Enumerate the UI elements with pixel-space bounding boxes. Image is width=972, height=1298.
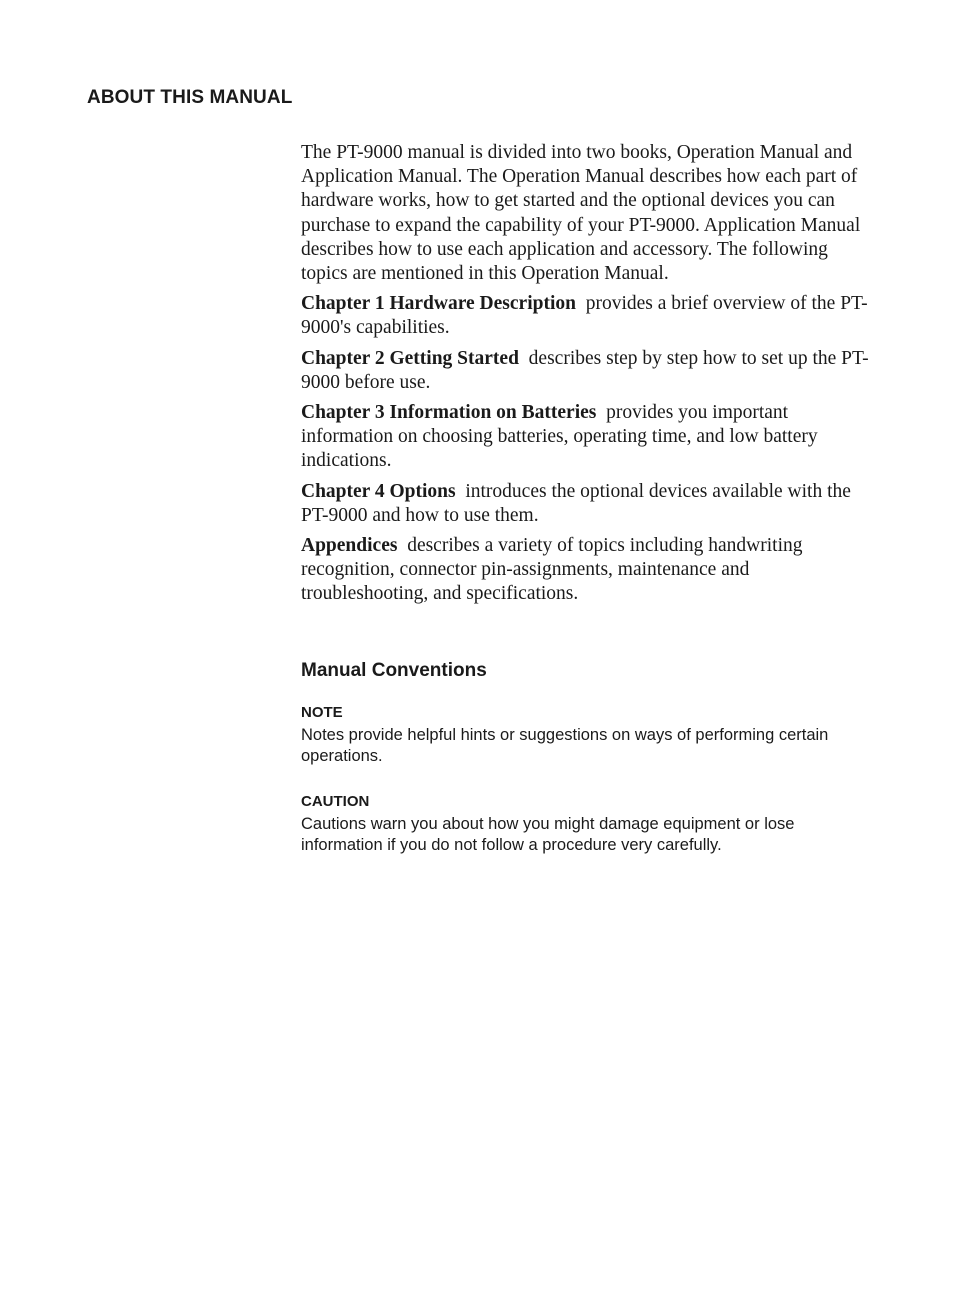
appendices-title: Appendices: [301, 535, 398, 557]
chapter-2-description: describes step by step how to set up the PT-9000 before use.: [301, 347, 869, 393]
intro-paragraph: The PT-9000 manual is divided into two books, Operation Manual and Application Manual. The Operation Manual describes how each part of hardware works, how to get started and the optional devices you can purchase to expand the capability of your PT-9000. Application Manual describes how to use each application and accessory. The following topics are mentioned in this Operation Manual.: [301, 142, 861, 285]
chapter-1-description: provides a brief overview of the PT-9000's capabilities.: [301, 293, 868, 339]
chapter-4-description: introduces the optional devices available with the PT-9000 and how to use them.: [301, 480, 851, 526]
chapter-4-entry: [301, 480, 876, 528]
caution-text: Cautions warn you about how you might damage equipment or lose information if you do not follow a procedure very carefully.: [301, 814, 795, 854]
chapter-3-description: provides you important information on choosing batteries, operating time, and low battery indications.: [301, 402, 818, 472]
page-title: ABOUT THIS MANUAL: [87, 87, 293, 108]
conventions-heading: Manual Conventions: [301, 659, 487, 681]
chapter-1-title: Chapter 1 Hardware Description: [301, 293, 576, 315]
appendices-description: describes a variety of topics including handwriting recognition, connector pin-assignments, maintenance and troubleshooting, and specifications.: [301, 535, 803, 605]
chapter-2-entry: [301, 347, 876, 395]
chapter-3-entry: [301, 401, 876, 474]
chapter-4-title: Chapter 4 Options: [301, 480, 456, 502]
appendices-entry: [301, 534, 876, 607]
chapter-2-title: Chapter 2 Getting Started: [301, 347, 519, 369]
note-text: Notes provide helpful hints or suggestions on ways of performing certain operations.: [301, 725, 829, 765]
main-content: [301, 141, 876, 856]
caution-label: CAUTION: [301, 792, 370, 810]
chapter-1-entry: [301, 292, 876, 340]
chapter-3-title: Chapter 3 Information on Batteries: [301, 402, 597, 424]
note-label: NOTE: [301, 703, 343, 721]
